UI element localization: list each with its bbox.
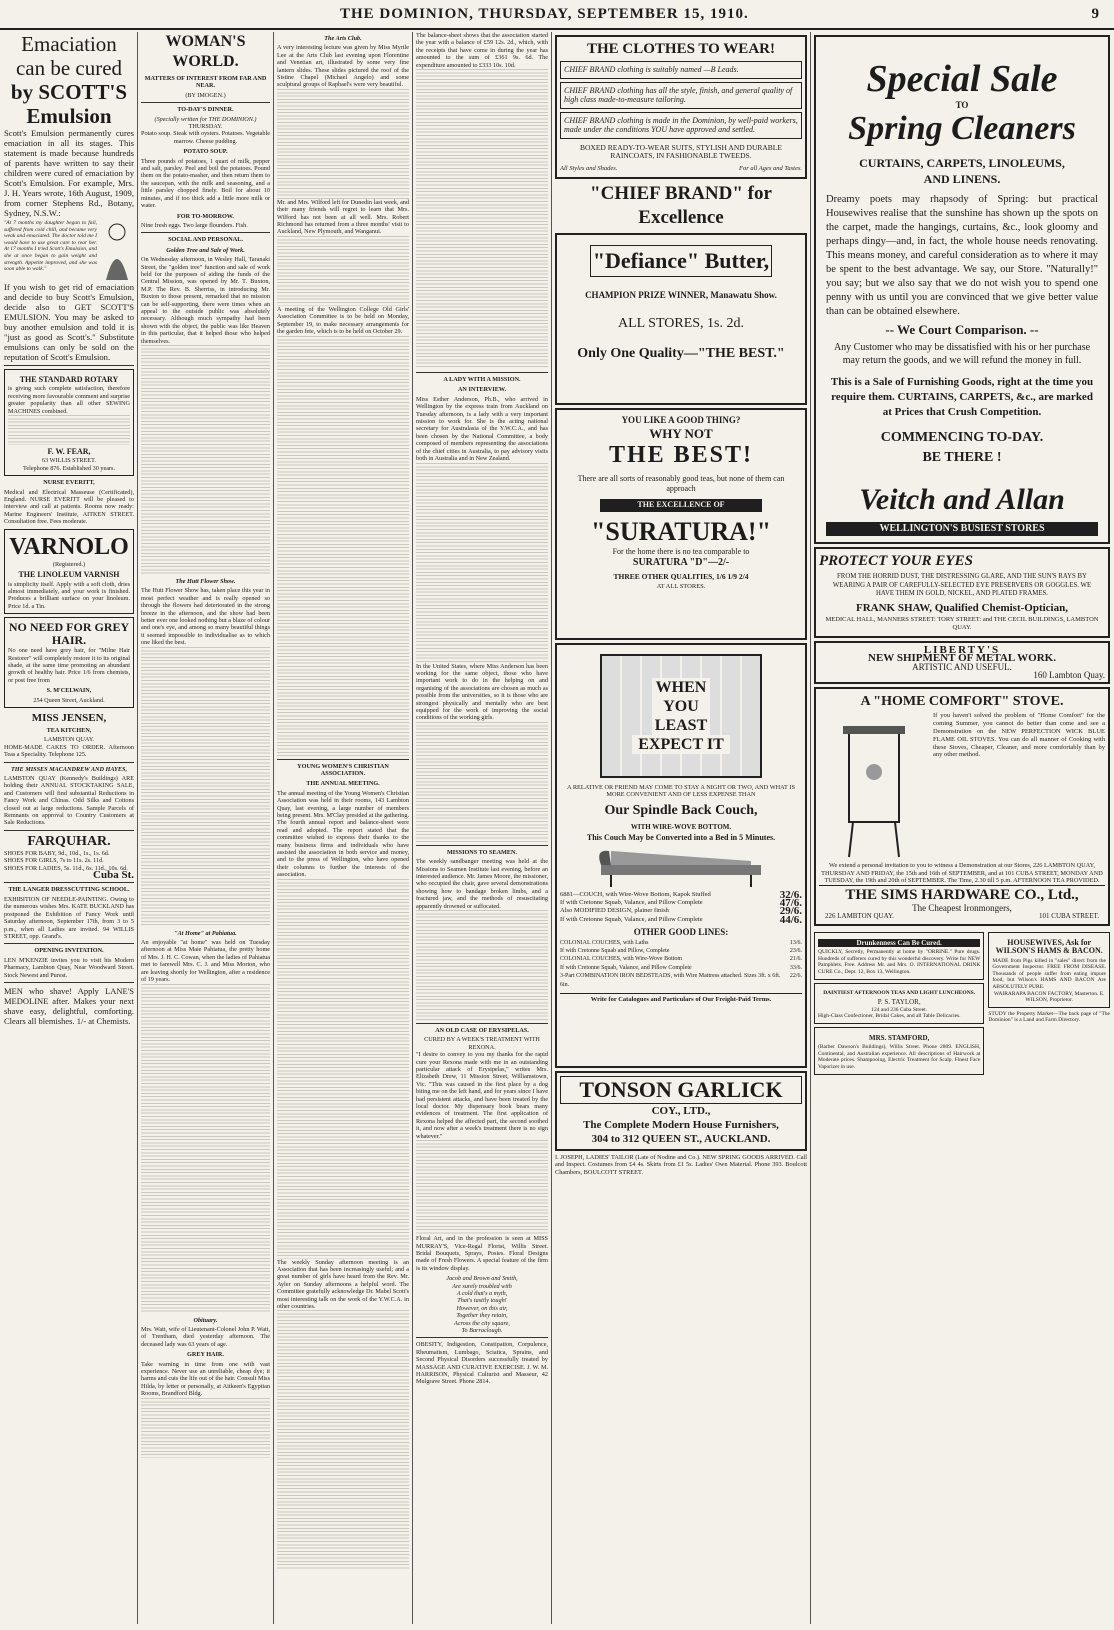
clothes-line: CHIEF BRAND clothing has all the style, finish, and general quality of high class made-to-measure tailoring. (560, 82, 802, 109)
newspaper-title: THE DOMINION, THURSDAY, SEPTEMBER 15, 1910. (340, 6, 749, 22)
column-rule (273, 32, 274, 1624)
emulsion-tail: If you wish to get rid of emaciation and decide to buy Scott's Emulsion, decide also to GET SCOTT'S EMULSION. You may be asked to buy another emulsion and told it is "just as good as Scott's." Substitute emulsions can only be sold on the reputation of Scott's Emulsion. (4, 282, 134, 362)
sims-address: 226 LAMBTON QUAY. (825, 912, 894, 921)
social-body: On Wednesday afternoon, in Wesley Hall, Taranaki Street, the "golden tree" function and sale of work held for the purposes of aiding the funds of the Central Mission, was opened by Mr. T. Buxton, M.P. The Rev. B. Sherriss, in introducing Mr. Buxton to those present, remarked that no mission can be self-supporting, there were times when an appeal to the outside public was absolutely necessary. Although much sympathy had been shown with the object, the public was like Heaven in this particular, that it helped those who helped themselves. (141, 256, 270, 345)
fear-telephone: Telephone 876. Established 30 years. (22, 464, 115, 472)
busiest-stores: WELLINGTON'S BUSIEST STORES (826, 522, 1098, 536)
wilson-hams-ad (988, 932, 1110, 1008)
column-rule (412, 32, 413, 1624)
arts-body: A very interesting lecture was given by Miss Myrtle Lee at the Arts Club last evening upon Florentine and Venetian art, illustrated by some very fine lantern slides. These slides pictured the roof of the Sistine Chapel (Michael Angelo) and some sculptural groups of Raphael's were very beautiful. (277, 44, 409, 89)
mcelwain-name: S. M'CELWAIN, (46, 687, 92, 695)
seamen-heading: MISSIONS TO SEAMEN. (446, 848, 518, 856)
farquhar-line: SHOES FOR LADIES, 5s. 11d., 6s. 11d., 10s. 6d. (4, 864, 128, 872)
couch-line: This Couch May be Converted into a Bed in 5 Minutes. (586, 833, 776, 843)
sims-heading: THE SIMS HARDWARE CO., Ltd., (819, 885, 1105, 904)
veitch-allan-logo: Veitch and Allan (859, 483, 1065, 517)
langer-body: EXHIBITION OF NEEDLE-PAINTING. Owing to the numerous wishes Mrs. KATE BUCKLAND has postponed the Exhibition of Fancy Work until Saturday afternoon, September 17th, from 3 to 5 p.m., when all Ladies are invited. 94 WILLIS STREET, opp. Grand's. (4, 895, 134, 940)
eyes-body: FROM THE HORRID DUST, THE DISTRESSING GLARE, AND THE SUN'S RAYS BY WEARING A PAIR OF CAREFULLY-SELECTED EYE PRESERVERS OR GOGGLES. WE HAVE THEM IN GOLD, NICKEL, AND PLATED FRAMES. (832, 573, 1092, 597)
lady-more: In the United States, where Miss Anderson has been working for the same object, those who have important work to do in the helping on and organising of the associations are chosen as much as possible from the universities, so it is those who are strongest physically and mentally who are best equipped for the work of improving the social conditions of the working girls. (416, 662, 548, 722)
emulsion-headline: by SCOTT'S (10, 80, 128, 104)
couch-sub: WITH WIRE-WOVE BOTTOM. (630, 822, 732, 831)
frank-shaw-ad (814, 547, 1110, 637)
defiance-price: ALL STORES, 1s. 2d. (617, 316, 744, 332)
joseph-tailor-ad: I. JOSEPH, LADIES' TAILOR (Late of Nodine and Co.). NEW SPRING GOODS ARRIVED. Call and Inspect. Costumes from £4 4s. Skirts from £1 5s. Ladies' Own Material. Phone 393. Boulcott Chambers, BOULCOTT STREET. (555, 1153, 807, 1176)
tonson-garlick-ad (555, 1071, 807, 1151)
clothes-foot: For all Ages and Tastes. (738, 165, 802, 173)
varnolo-heading: VARNOLO (9, 533, 129, 560)
suratura-d: SURATURA "D"—2/- (632, 556, 730, 568)
veitch-allan-ad (814, 35, 1110, 544)
curtains-heading: CURTAINS, CARPETS, LINOLEUMS, AND LINENS. (859, 156, 1065, 187)
seamen-body: The weekly sandbanger meeting was held at the Missions to Seamen Institute last evening, before an interested audience. Mr. James Moore, the missioner, who occupied the chair, gave several demonstrations showing how to bandage broken limbs, and a fractured jaw, and the methods of resuscitating apparently drowned or suffocated. (416, 858, 548, 910)
couch-price: 44/6. (779, 913, 802, 926)
liberty-ad (814, 641, 1110, 685)
obesity-ad: OBESITY, Indigestion, Constipation, Corpulence, Rheumatism, Lumbago, Sciatica, Sprains, and Second Physical Disorders successfully treated by MASSAGE AND CURATIVE EXERCISE. J. W. M. HARRISON, Physical Culturist and Masseur, 42 Mulgrave Street. Phone 2814. (416, 1341, 548, 1386)
shaw-address: MEDICAL HALL, MANNERS STREET: TORY STREET: and THE CECIL BUILDINGS, LAMBTON QUAY. (825, 616, 1099, 632)
other-item: If with Cretonne Squab and Pillow, Complete (560, 947, 670, 954)
chief-brand-excellence: "CHIEF BRAND" for Excellence (590, 182, 772, 228)
stove-body: If you haven't solved the problem of "Home Comfort" for the coming Summer, you cannot do better than come and see a Demonstration on the NEW PERFECTION WICK BLUE FLAME OIL STOVES. You can do all manner of Cooking with these Stoves, Cheaper, Cleaner, and more comfortably than by any other method. (933, 712, 1105, 759)
fear-address: 63 WILLIS STREET. (42, 457, 96, 465)
varnolo-registered: (Registered.) (52, 560, 86, 568)
athome-sub: "At Home" at Pahiatua. (174, 929, 237, 937)
tonson-couch-ad (555, 643, 807, 1068)
lady-heading: A LADY WITH A MISSION. (443, 376, 521, 384)
lady-sub: AN INTERVIEW. (457, 386, 507, 394)
tonson-co: COY., LTD., (651, 1104, 711, 1117)
liberty-heading: LIBERTY'S (923, 643, 1001, 656)
macandrew-body: LAMBTON QUAY (Kennedy's Buildings) ARE holding their ANNUAL STOCKTAKING SALE, and Customers will find substantial Reductions in Fancy Work and Chinas. Odd Silks and Cottons closed out at large reductions. Sample Parcels of Remnants on approval to Country Customers at Sale Reductions. (4, 775, 134, 827)
emulsion-body: Scott's Emulsion permanently cures emaciation in all its stages. This statement is made because hundreds of parents have written to say their children were cured of emaciation by Scott's Emulsion. For example, Mrs. J. H. Years wrote, 16th August, 1909, from corner Stephens Rd., Botany, Sydney, N.S.W.: (4, 128, 134, 218)
column-rule (810, 32, 811, 1624)
macandrew-heading: THE MISSES MACANDREW AND HAYES, (10, 765, 128, 773)
stove-heading: A "HOME COMFORT" STOVE. (860, 694, 1064, 710)
clothes-sub: BOXED READY-TO-WEAR SUITS, STYLISH AND DURABLE RAINCOATS, IN FASHIONABLE TWEEDS. (580, 142, 782, 160)
other-price: 13/6. (789, 939, 802, 946)
poem-line: To Barraclough. (461, 1326, 503, 1334)
stamford-body: (Barber Dawson's Buildings), Willis Street. Phone 2809. ENGLISH, Continental, and Australian experience. All descriptions of Hairwork at Moderate prices. Shampooing, Electric Treatment for Scalp. Finest Face Vaporizer in use. (818, 1044, 981, 1070)
clothes-line: CHIEF BRAND clothing is made in the Dominion, by well-paid workers, made under the conditions YOU have approved and settled. (560, 112, 802, 139)
grey-hair-body: Take warning in time from one with vast experience. Never use an unreliable, cheap dye; it harms and cuts the life out of the hair. Consult Miss Hilda, by letter or personally, at Aitkeen's Egyptian Rooms, Brandford Bldg. (141, 1360, 270, 1398)
tonson-address: 304 to 312 QUEEN ST., AUCKLAND. (591, 1132, 771, 1145)
grey-hair-heading: GREY HAIR. (187, 1351, 224, 1359)
liberty-address: 160 Lambton Quay. (1033, 670, 1105, 681)
other-price: 21/6. (789, 956, 802, 963)
expect-body: A RELATIVE OR FRIEND MAY COME TO STAY A NIGHT OR TWO, AND WHAT IS MORE CONVENIENT AND OF LESS EXPENSE THAN (567, 783, 795, 799)
personal-body: Mr. and Mrs. Wilford left for Dunedin last week, and their many friends will regret to learn that Mrs. Wilford has not been at all well. Mrs. Robert Richmond has returned from a three months' visit to Auckland, New Plymouth, and Wanganui. (277, 198, 409, 236)
opening-heading: OPENING INVITATION. (34, 947, 104, 955)
farquhar-heading: FARQUHAR. (27, 833, 111, 849)
tomorrow-body: Nine fresh eggs. Two large flounders. Fish. (141, 221, 248, 229)
medoline-ad: MEN who shave! Apply LANE'S MEDOLINE after. Makes your next shave easy, delightful, comforting. Clears all blemishes. 1/- at Chemists. (4, 985, 134, 1026)
suratura-best: THE BEST! (608, 442, 754, 469)
other-item: 3-Part COMBINATION IRON BEDSTEADS, with Wire Mattress attached. Sizes 3ft. x 6ft. 6in. (560, 973, 781, 988)
potato-heading: POTATO SOUP. (183, 148, 228, 156)
opening-body: LEN M'KENZIE invites you to visit his Modern Pharmacy, Lambton Quay, Near Woodward Street. Stock Newest and Purest. (4, 956, 134, 979)
stove-invite: We extend a personal invitation to you to witness a Demonstration at our Stores, 226 LAMBTON QUAY, THURSDAY AND FRIDAY, the 15th and 16th of SEPTEMBER, and at 101 CUBA STREET, MONDAY AND TUESDAY, the 19th and 20th of SEPTEMBER. The Time, 2.30 till 5 p.m. AFTERNOON TEA PROVIDED. (821, 862, 1103, 885)
stove-illustration-icon (819, 712, 929, 862)
poem (416, 1275, 548, 1334)
arts-sub: The Arts Club. (324, 35, 362, 42)
stamford-heading: MRS. STAMFORD, (868, 1033, 930, 1042)
sims-address: 101 CUBA STREET. (1039, 912, 1099, 921)
rotary-body: is giving such complete satisfaction, therefore receiving more favourable comment and surprise greater popularity than all other SEWING MACHINES combined. (8, 385, 130, 415)
varnolo-line: THE LINOLEUM VARNISH (18, 570, 120, 580)
brick-wall-illustration (600, 654, 762, 778)
couch-price: 32/6. (779, 888, 802, 901)
clothes-foot: All Styles and Shades. (560, 165, 618, 173)
suratura-other: THREE OTHER QUALITIES, 1/6 1/9 2/4 (613, 571, 749, 581)
standard-rotary-ad (4, 369, 134, 476)
farquhar-line: SHOES FOR GIRLS, 7s to 11s. 2s. 11d. (4, 857, 104, 865)
scotts-emulsion-ad (4, 32, 134, 362)
expect-line: EXPECT IT (632, 735, 730, 754)
ywca-sub: THE ANNUAL MEETING. (306, 780, 380, 788)
liberty-sub: NEW SHIPMENT OF METAL WORK. (868, 652, 1056, 665)
varnolo-ad (4, 529, 134, 614)
defiance-prize: CHAMPION PRIZE WINNER, Manawatu Show. (585, 289, 777, 300)
emulsion-headline: can be cured (15, 56, 123, 80)
other-price: 23/6. (789, 947, 802, 954)
couch-item: 6881—COUCH, with Wire-Wove Bottom, Kapok Stuffed (560, 890, 711, 898)
column-3 (277, 32, 409, 1624)
farquhar-address: Cuba St. (93, 869, 134, 882)
suratura-stores: AT ALL STORES. (656, 583, 706, 591)
ywca-heading: YOUNG WOMEN'S CHRISTIAN ASSOCIATION. (297, 762, 389, 777)
wilson-factory: WAIRARAPA BACON FACTORY, Masterton. E. WILSON, Proprietor. (993, 990, 1105, 1004)
tonson-name: TONSON GARLICK (560, 1076, 802, 1104)
poem-line: Jacob and Brown and Smith, (446, 1275, 518, 1283)
defiance-quality: Only One Quality—"THE BEST." (577, 346, 785, 362)
wilson-body: MADE from Pigs killed in "sales" direct from the Government Inspector. FREE FROM DISEASE. Thousands of people suffer from eating impure food, but Wilson's HAMS AND BACON Are ABSOLUTELY PURE. (992, 957, 1106, 990)
column-5 (555, 32, 807, 1624)
poem-line: That's tastily tough! (457, 1297, 507, 1305)
erysipelas-body: "I desire to convey to you my thanks for the rapid cure your Rexona made with me in an outstanding particular attack of Erysipelas," writes Mrs. Elizabeth Drew, 11 Mission Street, Williamstown, Vic. "This was caused in the first place by a dog biting me on the left hand, and for years since I have had persistent attacks, and have been treated by the local doctor. My dispensary book bears many evidences of treatment. The first application of Rexona helped the affected part, the second soothed it, and now after a week's treatment there is no sign whatever." (416, 1051, 548, 1140)
ywca-more: The weekly Sunday afternoon meeting is an Association that has been increasingly useful; and a great number of girls have heard from the Rev. Mr. Ayler on Sunday afternoons a helpful word. The Committee gratefully acknowledge Dr. Mabel Scott's most interesting talk on the work of the Y.W.C.A. in other countries. (277, 1258, 409, 1311)
dinner-note: (Specially written for THE DOMINION.) (154, 115, 257, 123)
taylor-heading: DAINTIEST AFTERNOON TEAS AND LIGHT LUNCHEONS. (823, 989, 976, 996)
taylor-body: High-Class Confectioner, Bridal Cakes, and all Table Delicacies. (818, 1013, 961, 1020)
housewives-heading: HOUSEWIVES, Ask for WILSON'S HAMS & BACON. (995, 937, 1103, 956)
suratura-home: For the home there is no tea comparable to (612, 546, 750, 556)
suratura-top: YOU LIKE A GOOD THING? (621, 414, 741, 425)
page-number: 9 (1091, 6, 1100, 22)
couch-illustration-icon (581, 845, 781, 889)
jensen-heading: MISS JENSEN, (31, 711, 107, 724)
other-price: 33/6. (789, 964, 802, 971)
column-2 (141, 32, 270, 1624)
lady-body: Miss Esther Anderson, Ph.B., who arrived in Wellington by the express train from Auckland on Tuesday afternoon, is a lady with a very important mission to work for. She is the acting national secretary for Australasia of the Y.W.C.A., and has been chosen by the National Committee, a body composed of members representing the associations of the chief cities in Australia, to pay advisory visits both in Australia and in New Zealand. (416, 395, 548, 463)
obituary-sub: Obituary. (193, 1316, 218, 1324)
couch-price: 29/6. (779, 905, 802, 918)
dinner-menu: Potato soup. Steak with oysters. Potatoes. Vegetable marrow. Cheese pudding. (141, 130, 270, 145)
mcelwain-address: 254 Queen Street, Auckland. (33, 696, 105, 704)
drunk-body: QUICKLY, Secretly, Permanently at home by "ORRINE." Pure drugs. Hundreds of sufferers cured by this wonderful discovery. Write for NEW Pamphlets. Free. Address Mr. and Mrs. O. INTERNATIONAL DRINK CURE Co., Dept. 12, Box 13, Wellington. (818, 949, 981, 975)
taylor-address: 124 and 236 Cuba Street. (871, 1006, 928, 1013)
defiance-butter-ad (555, 233, 807, 405)
chief-brand-ad (555, 35, 807, 179)
other-item: If with Cretonne Squab, Valance, and Pillow Complete (560, 964, 692, 971)
farquhar-line: SHOES FOR BABY, 9d., 10d., 1s., 1s. 6d. (4, 849, 110, 857)
varnolo-body: is simplicity itself. Apply with a soft cloth, dries almost immediately, and your work is finished. Produces a brilliant surface on your linoleum. Price 1d. a Tin. (8, 580, 130, 610)
suratura-why: WHY NOT (649, 426, 713, 442)
grey-hair-heading: NO NEED FOR GREY HAIR. (8, 620, 130, 648)
masthead (0, 0, 1114, 30)
jensen-body: HOME-MADE CAKES TO ORDER. Afternoon Teas a Speciality. Telephone 125. (4, 743, 134, 759)
be-there: BE THERE ! (922, 450, 1002, 466)
athome-body: An enjoyable "at home" was held on Tuesday afternoon at Miss Maie Pahiatua, the pretty home of Mrs. J. H. C. Cowan, when the ladies of Pahiatua met to farewell Mrs. C. J. and Miss Morton, who are leaving shortly for Wellington, after a residence of 19 years. (141, 939, 270, 984)
hutt-sub: The Hutt Flower Show. (175, 578, 236, 585)
stamford-ad (814, 1027, 984, 1075)
tonson-line: The Complete Modern House Furnishers, (583, 1118, 779, 1131)
drunk-heading: Drunkenness Can Be Cured. (818, 939, 980, 947)
sims-sub: The Cheapest Ironmongers, (912, 902, 1012, 913)
special-sale-to: TO (955, 100, 969, 110)
couch-item: Also MODIFIED DESIGN, plainer finish (560, 907, 669, 915)
other-price: 22/6. (789, 973, 802, 980)
nurse-body: Medical and Electrical Masseuse (Certificated), England. NURSE EVERITT will be pleased to interview and call at patients. Rooms now ready: Marine Engineers' Institute, AITKEN STREET. Consultation free. Fees moderate. (4, 488, 134, 526)
grey-hair-ad (4, 617, 134, 708)
suratura-tea-ad (555, 408, 807, 640)
college-body: A meeting of the Wellington College Old Girls' Association Committee is to be held on Monday, September 19, to make necessary arrangements for the garden fete, which is to be held on October 29. (277, 305, 409, 336)
hutt-body: The Hutt Flower Show has, taken place this year in most perfect weather and is really opened so through the flowers had deteriorated in the strong breeze in the afternoon, and the show had been better ever one looked nothing but a blaze of colour and one's eye, and among so many beautiful things it seemed impossible to individualise as to which one liked the best. (141, 587, 270, 647)
defiance-heading: "Defiance" Butter, (590, 245, 772, 277)
furnishing-body: This is a Sale of Furnishing Goods, right at the time you require them. CURTAINS, CARPETS, &c., are marked at Prices that Crush Competition. (830, 376, 1094, 419)
byline: (BY IMOGEN.) (185, 91, 226, 99)
grey-hair-body: No one need have grey hair, for "Milne Hair Restorer" will completely restore it to its original shade, at the same time promoting an abundant growth of healthy hair. Price 1/6 from chemists, or post free from (8, 647, 130, 684)
social-sub: Golden Tree and Sale of Work. (166, 246, 245, 254)
expect-line: YOU (652, 697, 710, 716)
dinner-day: THURSDAY. (188, 123, 223, 131)
taylor-ad (814, 983, 984, 1024)
dinner-heading: TO-DAY'S DINNER. (177, 106, 234, 114)
customer-body: Any Customer who may be dissatisfied with his or her purchase may return the goods, and we will refund the money in full. (833, 342, 1091, 367)
suratura-excellence: THE EXCELLENCE OF (600, 499, 762, 511)
suratura-name: "SURATURA!" (590, 516, 772, 546)
womans-world-heading: WOMAN'S WORLD. (165, 33, 246, 70)
rotary-heading: THE STANDARD ROTARY (19, 375, 119, 384)
commencing: COMMENCING TO-DAY. (880, 430, 1044, 446)
erysipelas-sub: CURED BY A WEEK'S TREATMENT WITH REXONA. (424, 1036, 540, 1051)
poem-line: Are surely troubled with (452, 1282, 512, 1290)
taylor-name: P. S. TAYLOR, (877, 998, 921, 1007)
clothes-line: CHIEF BRAND clothing is suitably named —B Leads. (560, 61, 802, 79)
poem-line: However, on this air, (456, 1304, 508, 1312)
couch-item: If with Cretonne Squab, Valance, and Pillow Complete (560, 915, 703, 923)
drink-cure-ad (814, 932, 984, 980)
couch-heading: Our Spindle Back Couch, (604, 802, 758, 818)
expect-line: LEAST (652, 716, 710, 735)
child-illustration-icon (100, 220, 134, 282)
expect-line: WHEN (652, 678, 710, 697)
column-1 (4, 32, 134, 1624)
langer-heading: THE LANGER DRESSCUTTING SCHOOL. (8, 886, 130, 894)
write-line: Write for Catalogues and Particulars of Our Freight-Paid Terms. (560, 993, 802, 1004)
other-heading: OTHER GOOD LINES: (633, 927, 729, 938)
womans-world-sub: MATTERS OF INTEREST FROM FAR AND NEAR. (144, 75, 267, 90)
emulsion-headline: Emaciation (21, 32, 117, 56)
balance-body: The balance-sheet shows that the association started the year with a balance of £59 12s. 2d., which, with the receipts that have come in during the year has amounted to the sum of £361 9s. 6d. The expenditure amounted to £333 10s. 10d. (416, 32, 548, 69)
tomorrow-heading: FOR TO-MORROW. (177, 212, 234, 220)
couch-price: 47/6. (779, 896, 802, 909)
other-item: COLONIAL COUCHES, with Laths (560, 939, 649, 946)
emulsion-headline: Emulsion (26, 104, 112, 128)
poem-line: A cold that's a myth, (456, 1289, 508, 1297)
jensen-sub: TEA KITCHEN, (46, 726, 92, 734)
potato-body: Three pounds of potatoes, 1 quart of milk, pepper and salt, parsley. Peel and boil the potatoes. Pound them on the potato-masher, and then return them to the saucepan, with the milk and seasoning, and a little parsley chopped finely. Boil for about 10 minutes, and if too thick add a little more milk or water. (141, 157, 270, 210)
eyes-heading: PROTECT YOUR EYES (819, 553, 973, 570)
court-comparison: -- We Court Comparison. -- (885, 322, 1039, 338)
poem-line: Across the city square, (454, 1319, 510, 1327)
other-item: COLONIAL COUCHES, with Wire-Wove Bottom (560, 956, 683, 963)
study-ad: STUDY the Property Market—The back page of "The Dominion" is a Land and Farm Directory. (988, 1010, 1110, 1024)
obituary-body: Mrs. Watt, wife of Lieutenant-Colonel John P. Watt, of Trentham, died yesterday afternoon. The deceased lady was 63 years of age. (141, 1325, 270, 1348)
suratura-body: There are all sorts of reasonably good teas, but none of them can approach (577, 474, 785, 494)
column-4 (416, 32, 548, 1624)
column-rule (551, 32, 552, 1624)
spring-cleaners-heading: Spring Cleaners (848, 110, 1076, 148)
couch-item: If with Cretonne Squab, Valance, and Pillow Complete (560, 898, 703, 906)
clothes-heading: THE CLOTHES TO WEAR! (587, 41, 775, 57)
column-6 (814, 32, 1110, 1624)
floral-body: Floral Art, and in the profession is seen at MISS MURRAY'S, Vice-Regal Florist, Willis Street. Bridal Bouquets, Sprays, Posies. Floral Designs made of Fresh Flowers. A special feature of the firm is its window display. (416, 1235, 548, 1272)
poem-line: Together they retain, (456, 1312, 508, 1320)
special-sale-heading: Special Sale (866, 58, 1058, 100)
dreamy-body: Dreamy poets may rhapsody of Spring: but practical Housewives realise that the sunshine has shown up the spots on the carpet, made the hangings, curtains, &c., look gloomy and perhaps dingy—and, in fact, the whole house needs renovating. This means money, and careful consideration as to where it may be spent to the best advantage. We say, our Store. "Naturally!" you say; but we also say that we do not wish you to spend one penny with us until you are convinced that we give better value than can be obtained elsewhere. (826, 194, 1098, 318)
column-rule (137, 32, 138, 1624)
erysipelas-heading: AN OLD CASE OF ERYSIPELAS. (435, 1027, 529, 1034)
liberty-line: ARTISTIC AND USEFUL. (912, 661, 1012, 672)
fear-name: F. W. FEAR, (47, 447, 91, 457)
shaw-name: FRANK SHAW, Qualified Chemist-Optician, (856, 602, 1068, 615)
social-heading: SOCIAL AND PERSONAL. (168, 236, 243, 244)
emulsion-quote: "At 7 months my daughter began to fail, suffered from cold chill, and became very weak and emaciated. The doctor told me I would have to use great care to rear her. At 17 months I tried Scott's Emulsion, and she at once began to gain weight and strength. Appetite improved, and she was soon able to walk." (4, 220, 97, 273)
ywca-body: The annual meeting of the Young Women's Christian Association was held in their rooms, 143 Lambton Quay, last evening, a large number of members being present. Mrs. M'Clay presided at the gathering. The fourth annual report and balance-sheet were read and adopted. The report stated that the committee wished to express their thanks to the many business firms and individuals who have assisted the association in both service and money, and to the press of Wellington, who have opened their columns to further the interests of the association. (277, 789, 409, 879)
nurse-heading: NURSE EVERITT, (43, 479, 95, 487)
jensen-address: LAMBTON QUAY. (43, 736, 95, 744)
sims-hardware-ad (814, 687, 1110, 925)
